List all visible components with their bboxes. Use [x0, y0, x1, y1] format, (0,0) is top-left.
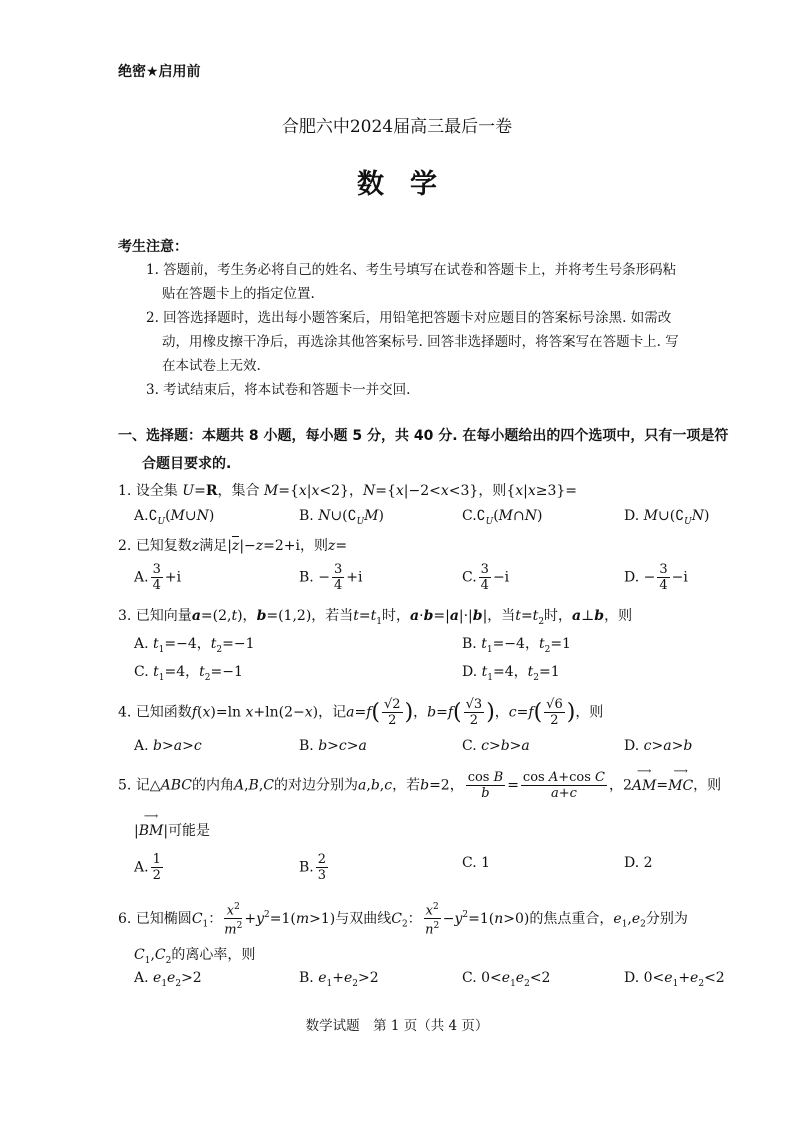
q4-option-d: D. c>a>b [624, 738, 693, 754]
question-text: ，则 [575, 704, 604, 721]
question-text: 时， [544, 608, 573, 624]
question-number: 6. [118, 910, 132, 927]
q5-option-a: A. $\frac{1}{2}$ [134, 852, 161, 883]
question-text: 已知椭圆 [135, 910, 192, 927]
q2-option-d: D. − $\frac{3}{4}$ −i [624, 562, 688, 593]
q5-option-d: D. 2 [624, 855, 653, 871]
question-5-cont: |⟶ BM|可能是 [134, 820, 210, 840]
question-number: 4. [118, 704, 132, 721]
question-number: 5. [118, 777, 132, 794]
question-number: 1. [118, 483, 132, 499]
question-text: 满足 [199, 538, 228, 554]
q6-option-a: A. $e_1e_2>2$ [134, 970, 202, 989]
q1-option-d: D. $M\cup(∁_UN)$ [624, 508, 710, 527]
question-text: 设全集 [135, 483, 183, 499]
question-number: 3. [118, 608, 132, 624]
q2-option-b: B. − $\frac{3}{4}$ +i [299, 562, 363, 593]
question-text: ，则 [300, 538, 329, 554]
q3-option-a: A. $t_1=-4$，$t_2=-1$ [134, 636, 255, 655]
question-text: 已知函数 [135, 704, 192, 721]
question-text: 可能是 [168, 823, 211, 839]
q4-option-c: C. c>b>a [462, 738, 530, 754]
notice-list [146, 258, 742, 402]
q3-option-d: D. $t_1=4$，$t_2=1$ [462, 664, 560, 683]
question-text: 已知复数 [135, 538, 192, 554]
q6-option-d: D. $0<e_1+e_2<2$ [624, 970, 725, 989]
question-3: 3. 已知向量a=(2,t)，b=(1,2)，若当$t=t_1$时，a·b=|a|·|b|，当$t=t_2$时，a⊥b，则 [118, 608, 633, 627]
question-6: 6. 已知椭圆$C_1$： $\frac{x^2}{m^2}$ $+y^2=1(m>1)$与双曲线$C_2$： $\frac{x^2}{n^2}$ $-y^2=1(n>0)$的焦点重合，$e_1,e_2$分别为 [118, 902, 688, 938]
question-5: 5. 记△ABC的内角A,B,C的对边分别为a,b,c，若b=2， $\frac{\text{cos B}}{b}$ = $\frac{\text{cos A+cos C}}{a+c}$ ，2⟶ AM=⟶ MC，则 [118, 770, 721, 801]
section-1-line-1: 一、选择题：本题共 8 小题，每小题 5 分，共 40 分. 在每小题给出的四个选项中，只有一项是符 [118, 428, 729, 444]
question-text: 分别为 [645, 910, 688, 927]
notice-item-2-line-3: 在本试卷上无效. [162, 358, 261, 374]
page-footer: 数学试题 第 1 页（共 4 页） [305, 1018, 489, 1034]
question-text: ，当 [487, 608, 516, 624]
question-number: 2. [118, 538, 132, 554]
question-text: ，记 [318, 704, 347, 721]
question-text: 与双曲线 [335, 910, 392, 927]
question-6-cont: $C_1,C_2$的离心率，则 [134, 947, 256, 966]
q3-option-b: B. $t_1=-4$，$t_2=1$ [462, 636, 571, 655]
question-text: 记△ [135, 777, 161, 794]
q1-option-a: $A.∁_U(M\cup N)$ [134, 508, 215, 527]
section-1-line-2: 合题目要求的. [142, 456, 232, 472]
q4-option-b: B. b>c>a [299, 738, 367, 754]
question-text: ，则 [478, 483, 507, 499]
q1-option-b: B. $N\cup(∁_UM)$ [299, 508, 384, 527]
notice-item-2-line-2: 动，用橡皮擦干净后，再选涂其他答案标号. 回答非选择题时，将答案写在答题卡上. 写 [162, 334, 679, 350]
section-1-heading [118, 422, 744, 478]
question-text: ，集合 [217, 483, 264, 499]
notice-title: 考生注意： [118, 239, 188, 255]
question-text: ，则 [693, 777, 722, 794]
notice-item-3: 3. 考试结束后，将本试卷和答题卡一并交回. [146, 382, 411, 398]
q6-option-b: B. $e_1+e_2>2$ [299, 970, 379, 989]
q5-option-b: B. $\frac{2}{3}$ [299, 852, 327, 883]
q2-option-a: A. $\frac{3}{4}$ +i [134, 562, 182, 593]
secret-label: 绝密★启用前 [118, 64, 201, 80]
q5-option-c: C. 1 [462, 855, 491, 871]
question-4: 4. 已知函数f(x)=ln x+ln(2−x)，记a=f( $\frac{√2}{2}$ )，b=f( $\frac{√3}{2}$ )，c=f( $\frac{√6}{2}$ )，则 [118, 697, 604, 728]
q1-option-c: $C.∁_U(M\cap N)$ [462, 508, 543, 527]
question-text: ，若 [392, 777, 421, 794]
subject-title: 数学 [357, 169, 463, 200]
question-text: 的内角 [191, 777, 234, 794]
q4-option-a: A. b>a>c [134, 738, 202, 754]
question-text: 的离心率，则 [171, 947, 256, 963]
question-text: 已知向量 [135, 608, 192, 624]
notice-item-1-line-1: 1. 答题前，考生务必将自己的姓名、考生号填写在试卷和答题卡上，并将考生号条形码粘 [146, 262, 677, 278]
notice-item-2-line-1: 2. 回答选择题时，选出每小题答案后，用铅笔把答题卡对应题目的答案标号涂黑. 如需改 [146, 310, 672, 326]
notice-item-1-line-2: 贴在答题卡上的指定位置. [162, 286, 315, 302]
question-text: 的焦点重合， [529, 910, 614, 927]
exam-title: 合肥六中2024届高三最后一卷 [281, 117, 513, 137]
question-text: 时， [382, 608, 411, 624]
question-text: 的对边分别为 [274, 777, 359, 794]
question-text: ，则 [604, 608, 633, 624]
q3-option-c: C. $t_1=4$，$t_2=-1$ [134, 664, 243, 683]
question-2: 2. 已知复数z满足|z|−z=2+i，则z= [118, 538, 348, 554]
question-1: 1. 设全集 U=R，集合 M={x|x<2}，N={x|−2<x<3}，则{x|x≥3}= [118, 483, 578, 499]
q2-option-c: C. $\frac{3}{4}$ −i [462, 562, 510, 593]
q6-option-c: C. $0<e_1e_2<2$ [462, 970, 551, 989]
question-text: ，若当 [311, 608, 354, 624]
